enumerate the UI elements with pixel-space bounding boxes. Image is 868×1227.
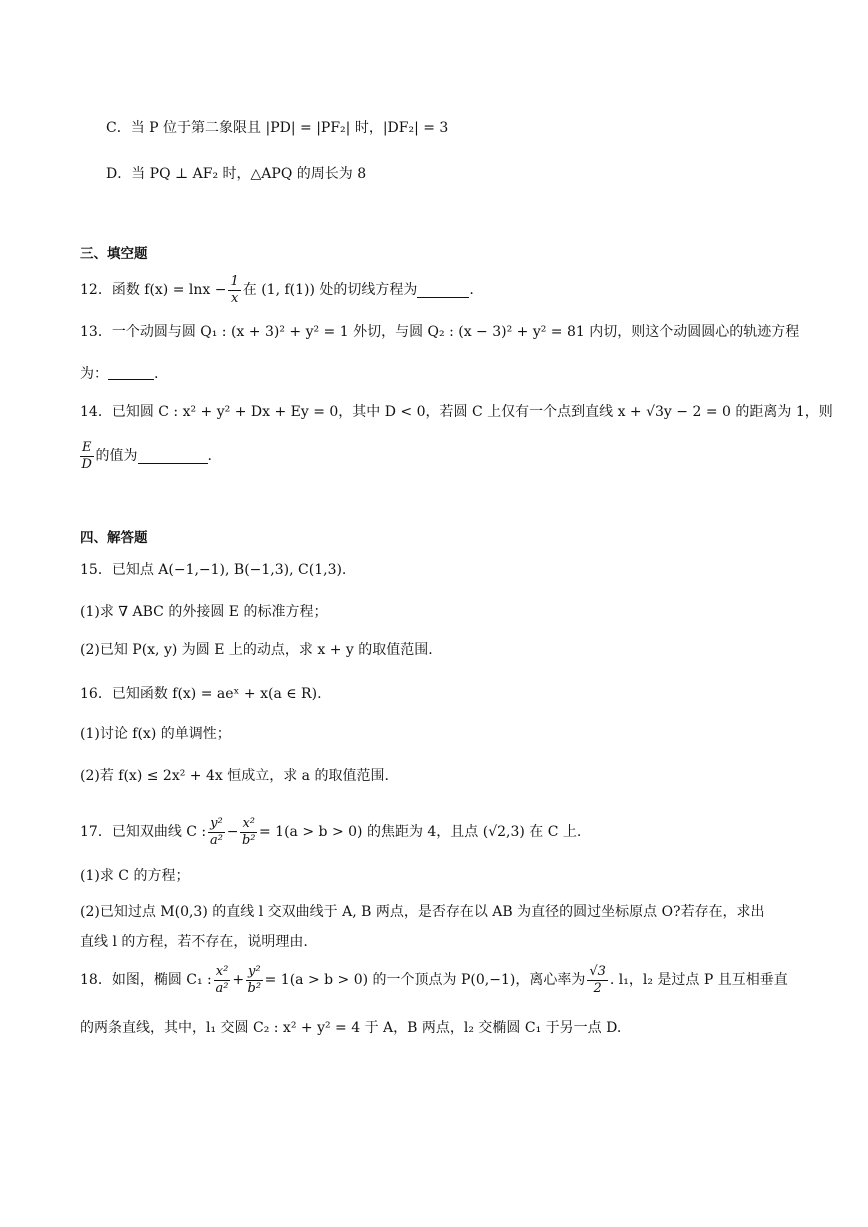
q17-f2-den: b² — [241, 832, 256, 848]
q17-f1-den: a² — [209, 832, 223, 848]
question-17-stem — [80, 812, 581, 852]
q17-minus: − — [226, 824, 239, 840]
q18-fraction-1 — [214, 964, 231, 997]
question-16-stem: 16．已知函数 f(x) = aeˣ + x(a ∈ R). — [80, 686, 322, 702]
q12-fraction — [228, 274, 240, 307]
q18-f1-num: x² — [215, 963, 229, 979]
question-13-line2 — [80, 364, 158, 384]
q18-plus: + — [232, 972, 245, 988]
question-16-part2: (2)若 f(x) ≤ 2x² + 4x 恒成立，求 a 的取值范围. — [80, 768, 389, 784]
q14-frac-num: E — [82, 439, 92, 455]
section-title-solutions: 四、解答题 — [80, 530, 148, 546]
question-16-part1: (1)讨论 f(x) 的单调性； — [80, 726, 231, 742]
q12-frac-num: 1 — [230, 273, 239, 289]
q17-fraction-1 — [208, 816, 225, 849]
q18-text-mid: = 1(a > b > 0) 的一个顶点为 P(0,−1)，离心率为 — [264, 972, 586, 988]
question-17-part1: (1)求 C 的方程； — [80, 868, 190, 884]
question-12 — [80, 272, 474, 308]
q18-fraction-3 — [587, 964, 608, 997]
question-14-line2 — [80, 436, 212, 476]
q13-line2-text: 为： — [80, 366, 108, 382]
q14-fraction — [80, 440, 94, 473]
question-15-stem: 15．已知点 A(−1,−1), B(−1,3), C(1,3). — [80, 562, 347, 578]
q12-text-after: 在 (1, f(1)) 处的切线方程为 — [242, 282, 418, 298]
question-17-part2-line2: 直线 l 的方程，若不存在，说明理由. — [80, 934, 308, 950]
q12-frac-den: x — [230, 290, 239, 306]
section-title-fill-in: 三、填空题 — [80, 246, 148, 262]
question-18-stem — [80, 960, 788, 1000]
q17-f2-num: x² — [242, 815, 255, 831]
question-18-line2: 的两条直线，其中，l₁ 交圆 C₂ : x² + y² = 4 于 A，B 两点，l₂ 交椭圆 C₁ 于另一点 D. — [80, 1020, 622, 1036]
q18-f2-num: y² — [248, 963, 261, 979]
q13-end: . — [154, 366, 159, 382]
option-d: D．当 PQ ⊥ AF₂ 时，△APQ 的周长为 8 — [106, 166, 367, 182]
q18-text-before: 18．如图，椭圆 C₁ : — [80, 972, 212, 988]
q12-end: . — [469, 282, 474, 298]
q14-answer-blank — [138, 449, 208, 464]
q14-frac-den: D — [81, 456, 92, 472]
q18-f3-den: 2 — [593, 980, 602, 996]
q18-text-after: . l₁，l₂ 是过点 P 且互相垂直 — [609, 972, 788, 988]
q18-fraction-2 — [246, 964, 263, 997]
q17-text-after: = 1(a > b > 0) 的焦距为 4，且点 (√2,3) 在 C 上. — [259, 824, 582, 840]
option-c: C．当 P 位于第二象限且 |PD| = |PF₂| 时，|DF₂| = 3 — [106, 120, 449, 136]
q18-f3-num: √3 — [589, 963, 606, 979]
q14-text-after: 的值为 — [95, 448, 138, 464]
q14-end: . — [207, 448, 212, 464]
q12-text-before: 12．函数 f(x) = lnx − — [80, 282, 227, 298]
question-14-line1: 14．已知圆 C : x² + y² + Dx + Ey = 0，其中 D < 0，若圆 C 上仅有一个点到直线 x + √3y − 2 = 0 的距离为 1，则 — [80, 404, 833, 420]
q17-fraction-2 — [240, 816, 257, 849]
q12-answer-blank — [417, 283, 469, 298]
question-15-part1: (1)求 ∇ ABC 的外接圆 E 的标准方程； — [80, 604, 328, 620]
question-15-part2: (2)已知 P(x, y) 为圆 E 上的动点，求 x + y 的取值范围. — [80, 642, 433, 658]
q13-answer-blank — [108, 365, 154, 380]
q17-f1-num: y² — [210, 815, 223, 831]
question-13-line1: 13．一个动圆与圆 Q₁ : (x + 3)² + y² = 1 外切，与圆 Q₂ : (x − 3)² + y² = 81 内切，则这个动圆圆心的轨迹方程 — [80, 324, 800, 340]
q18-f1-den: a² — [215, 980, 229, 996]
q17-text-before: 17．已知双曲线 C : — [80, 824, 207, 840]
q18-f2-den: b² — [247, 980, 262, 996]
question-17-part2-line1: (2)已知过点 M(0,3) 的直线 l 交双曲线于 A, B 两点，是否存在以 AB 为直径的圆过坐标原点 O?若存在，求出 — [80, 904, 765, 920]
